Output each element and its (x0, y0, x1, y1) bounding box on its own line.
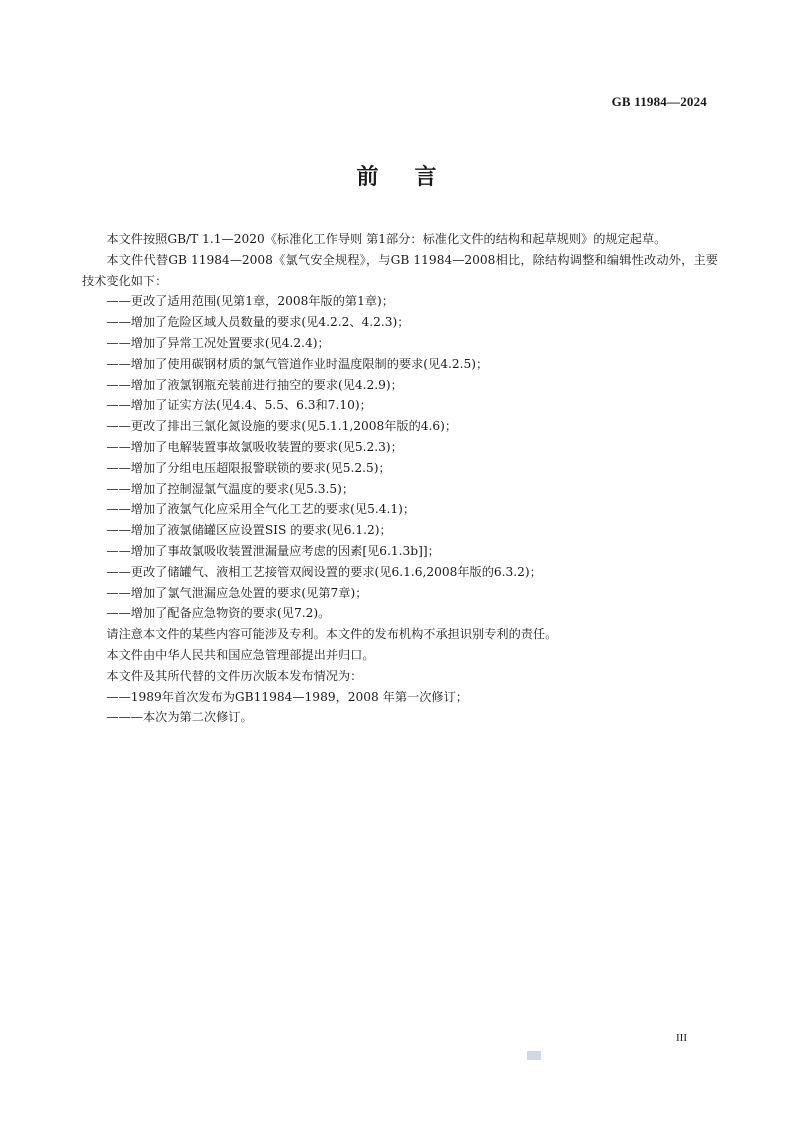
page-title: 前言 (356, 165, 473, 190)
list-item: ——增加了危险区域人员数量的要求(见4.2.2、4.2.3)； (106, 315, 410, 330)
list-item: ——增加了控制湿氯气温度的要求(见5.3.5)； (106, 481, 355, 496)
proposer-statement: 本文件由中华人民共和国应急管理部提出并归口。 (106, 647, 375, 662)
list-item: ——增加了液氯气化应采用全气化工艺的要求(见5.4.1)； (106, 502, 416, 517)
list-item: ——增加了氯气泄漏应急处置的要求(见第7章)； (106, 585, 368, 600)
intro-paragraph-drafting: 本文件按照GB/T 1.1—2020《标准化工作导则 第1部分：标准化文件的结构和起草规则》的规定起草。 (106, 232, 667, 246)
watermark-logo-icon (527, 1051, 541, 1060)
list-item: ——更改了适用范围(见第1章，2008年版的第1章)； (106, 294, 394, 309)
document-body (82, 229, 718, 728)
list-item: ——1989年首次发布为GB11984—1989，2008 年第一次修订； (106, 689, 468, 704)
list-item: ——增加了分组电压超限报警联锁的要求(见5.2.5)； (106, 460, 391, 475)
history-heading: 本文件及其所代替的文件历次版本发布情况为： (106, 668, 363, 683)
intro-paragraph-replacement: 本文件代替GB 11984—2008《氯气安全规程》，与GB 11984—2008相比，除结构调整和编辑性改动外，主要技术变化如下： (82, 252, 718, 288)
history-list (82, 687, 718, 729)
list-item: ——增加了事故氯吸收装置泄漏量应考虑的因素[见6.1.3b]]； (106, 543, 440, 558)
changes-list (82, 291, 718, 624)
list-item: ——增加了液氯钢瓶充装前进行抽空的要求(见4.2.9)； (106, 377, 403, 392)
list-item: ——增加了证实方法(见4.4、5.5、6.3和7.10)； (106, 398, 372, 413)
list-item: ——增加了异常工况处置要求(见4.2.4)； (106, 335, 330, 350)
patent-notice: 请注意本文件的某些内容可能涉及专利。本文件的发布机构不承担识别专利的责任。 (106, 627, 558, 642)
list-item: ——增加了使用碳钢材质的氯气管道作业时温度限制的要求(见4.2.5)； (106, 356, 489, 371)
list-item: ——增加了液氯储罐区应设置SIS 的要求(见6.1.2)； (106, 523, 392, 538)
list-item: ——更改了排出三氯化氮设施的要求(见5.1.1,2008年版的4.6)； (106, 419, 458, 434)
standard-code: GB 11984—2024 (611, 94, 707, 109)
list-item: ——增加了电解装置事故氯吸收装置的要求(见5.2.3)； (106, 439, 403, 454)
page-number: III (676, 1032, 687, 1044)
list-item: ——增加了配备应急物资的要求(见7.2)。 (106, 606, 331, 621)
list-item: ——更改了储罐气、液相工艺接管双阀设置的要求(见6.1.6,2008年版的6.3.2)； (106, 564, 542, 579)
list-item: ———本次为第二次修订。 (106, 710, 253, 725)
